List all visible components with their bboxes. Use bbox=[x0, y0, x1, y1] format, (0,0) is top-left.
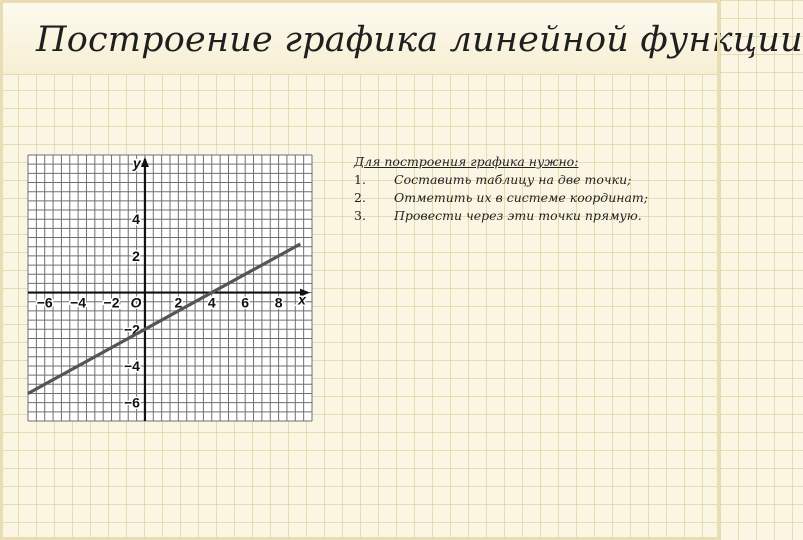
instruction-step bbox=[354, 171, 694, 189]
graph-image bbox=[28, 155, 312, 421]
instructions-list bbox=[354, 171, 694, 225]
y-axis-arrow bbox=[141, 157, 149, 167]
x-tick-label: −6 bbox=[36, 294, 53, 311]
y-tick-label: −2 bbox=[123, 321, 140, 338]
step-text: Отметить их в системе координат; bbox=[394, 190, 648, 205]
title-bar bbox=[0, 0, 803, 75]
x-axis-label: x bbox=[298, 291, 306, 308]
y-tick-label: 4 bbox=[132, 211, 140, 228]
instruction-step bbox=[354, 189, 694, 207]
function-line bbox=[28, 244, 300, 394]
x-tick-label: 6 bbox=[241, 294, 250, 311]
linear-function-graph bbox=[28, 155, 312, 421]
step-number: 3. bbox=[354, 208, 366, 223]
step-text: Составить таблицу на две точки; bbox=[394, 172, 632, 187]
y-tick-label: −6 bbox=[123, 394, 140, 411]
instructions-block bbox=[354, 153, 694, 225]
step-number: 2. bbox=[354, 190, 366, 205]
x-tick-label: 4 bbox=[207, 294, 216, 311]
y-tick-label: 2 bbox=[132, 247, 140, 264]
x-tick-label: −4 bbox=[70, 294, 87, 311]
instructions-heading: Для построения графика нужно: bbox=[354, 154, 579, 169]
slide-title: Построение графика линейной функции bbox=[36, 20, 803, 60]
instruction-step bbox=[354, 207, 694, 225]
y-axis-label: y bbox=[133, 155, 141, 171]
y-tick-label: −4 bbox=[123, 357, 140, 374]
step-number: 1. bbox=[354, 172, 366, 187]
origin-label: O bbox=[130, 294, 142, 311]
x-tick-label: −2 bbox=[103, 294, 120, 311]
x-tick-label: 2 bbox=[174, 294, 183, 311]
step-text: Провести через эти точки прямую. bbox=[394, 208, 642, 223]
x-tick-label: 8 bbox=[274, 294, 283, 311]
